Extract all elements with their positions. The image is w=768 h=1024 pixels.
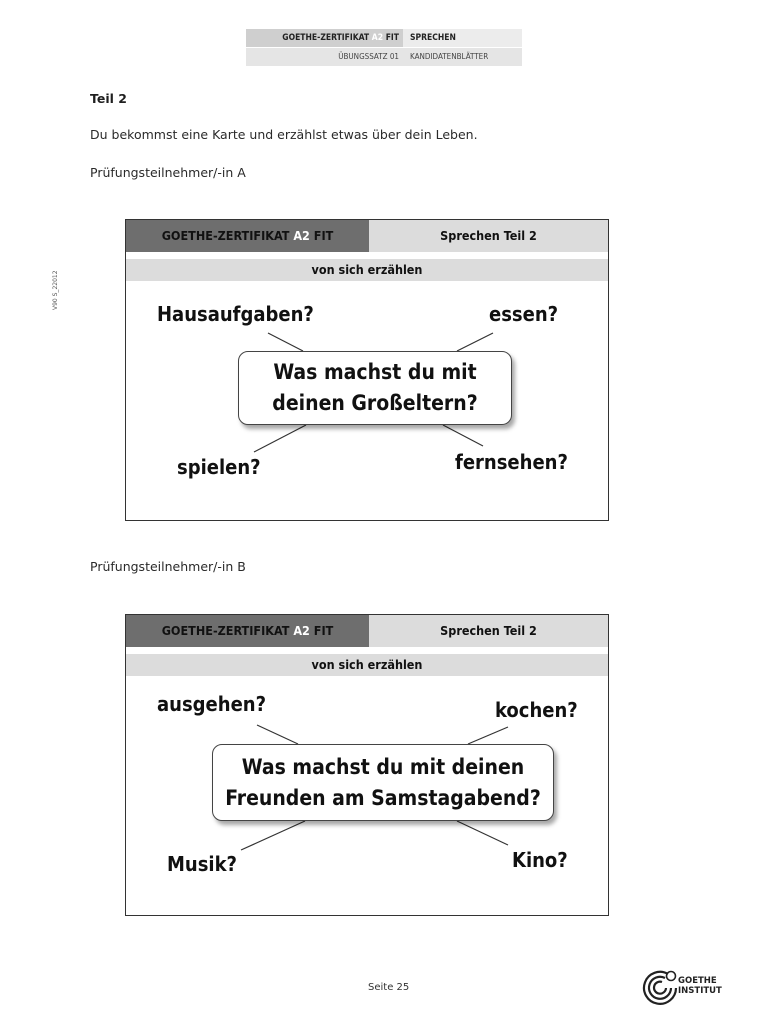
prompt-top-right: essen? <box>489 302 559 326</box>
exam-sheet-type: KANDIDATENBLÄTTER <box>403 48 522 66</box>
prompt-bottom-left: Musik? <box>167 852 237 876</box>
central-question: Was machst du mit deinen Freunden am Samstagabend? <box>212 744 554 821</box>
card-title: GOETHE-ZERTIFIKAT A2 FIT <box>126 615 369 647</box>
prompt-top-right: kochen? <box>495 698 578 722</box>
card-part: Sprechen Teil 2 <box>369 220 608 252</box>
exam-title: GOETHE-ZERTIFIKAT A2 FIT <box>246 29 403 47</box>
card-title: GOETHE-ZERTIFIKAT A2 FIT <box>126 220 369 252</box>
speaking-card-b <box>125 614 609 916</box>
candidate-a-label: Prüfungsteilnehmer/-in A <box>90 165 246 180</box>
prompt-bottom-left: spielen? <box>177 455 261 479</box>
exam-header <box>246 29 522 66</box>
prompt-bottom-right: fernsehen? <box>455 450 568 474</box>
speaking-card-a <box>125 219 609 521</box>
card-part: Sprechen Teil 2 <box>369 615 608 647</box>
exam-section: SPRECHEN <box>403 29 522 47</box>
prompt-top-left: ausgehen? <box>157 692 267 716</box>
page-number: Seite 25 <box>368 982 410 993</box>
prompt-top-left: Hausaufgaben? <box>157 302 314 326</box>
card-topic: von sich erzählen <box>126 654 608 676</box>
candidate-b-label: Prüfungsteilnehmer/-in B <box>90 559 246 574</box>
instruction-text: Du bekommst eine Karte und erzählst etwas über dein Leben. <box>90 127 478 142</box>
exam-set: ÜBUNGSSATZ 01 <box>246 48 403 66</box>
document-code: V90 S_22012 <box>52 270 59 310</box>
prompt-bottom-right: Kino? <box>512 848 568 872</box>
card-topic: von sich erzählen <box>126 259 608 281</box>
logo-wordmark: GOETHE INSTITUT <box>678 976 722 996</box>
central-question: Was machst du mit deinen Großeltern? <box>238 351 512 425</box>
section-title: Teil 2 <box>90 91 127 106</box>
